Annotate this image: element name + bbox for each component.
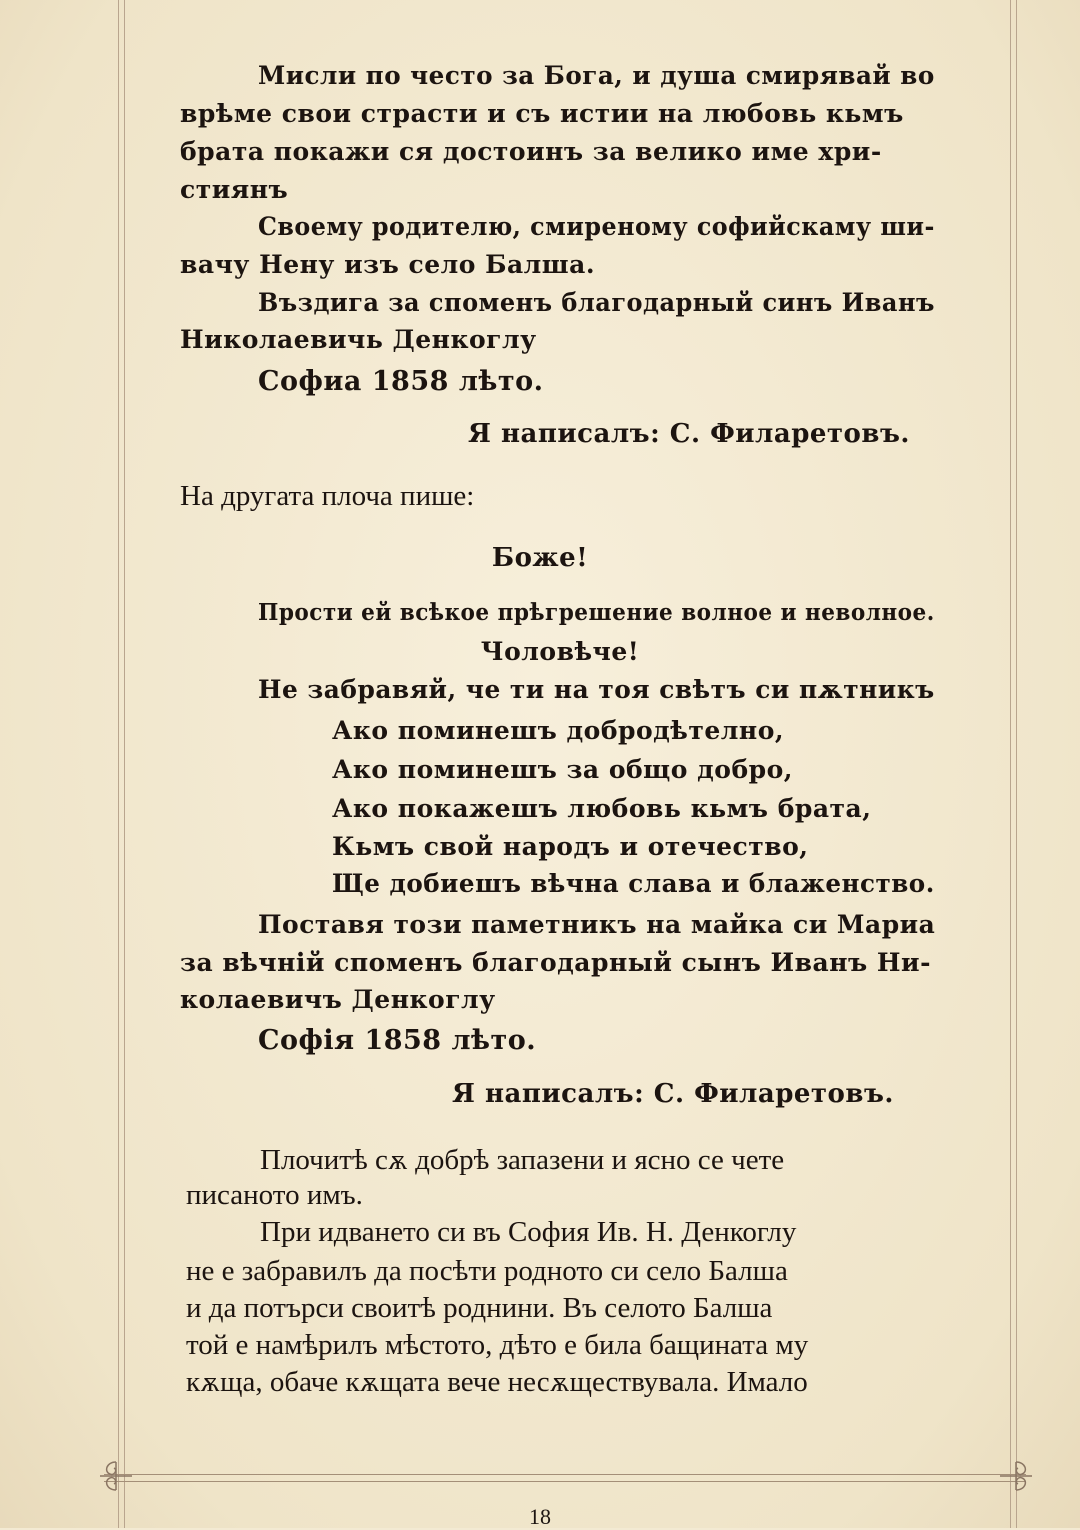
plate2-signature: Я написалъ: С. Филаретовъ. xyxy=(452,1079,894,1109)
plate2-verse-line: Ще добиешъ вѣчна слава и блаженство. xyxy=(332,869,935,898)
plate1-line: Въздига за споменъ благодарный синъ Иванъ xyxy=(258,288,935,317)
plate2-verse-line: Не забравяй, че ти на тоя свѣтъ си пѫтникъ xyxy=(258,675,935,704)
page-number: 18 xyxy=(529,1504,551,1529)
bottom-border-line xyxy=(104,1474,1026,1475)
plate1-line: брата покажи ся достоинъ за велико име хри- xyxy=(180,137,882,166)
plate2-dedication-line: за вѣчній споменъ благодарный сынъ Иванъ Ни- xyxy=(180,948,931,977)
corner-ornament-icon xyxy=(996,1456,1036,1496)
body-line: не е забравилъ да посѣти родното си село Балша xyxy=(186,1255,788,1287)
corner-ornament-icon xyxy=(96,1456,136,1496)
left-border-line xyxy=(118,0,119,1528)
body-line: При идването си въ София Ив. Н. Денкоглу xyxy=(260,1216,797,1248)
plate2-dedication-line: Поставя този паметникъ на майка си Мариа xyxy=(258,910,936,939)
plate1-line: врѣме свои страсти и съ истии на любовь кьмъ xyxy=(180,99,904,128)
plate1-line: Николаевичь Денкоглу xyxy=(180,325,537,354)
plate2-heading: Боже! xyxy=(491,543,589,573)
right-border-line-inner xyxy=(1010,0,1011,1528)
plate2-address: Чоловѣче! xyxy=(480,637,640,666)
plate1-line: стиянъ xyxy=(180,175,289,204)
body-line: писаното имъ. xyxy=(186,1179,363,1211)
plate2-prayer: Прости ей всѣкое прѣгрешение волное и неволное. xyxy=(258,599,935,626)
plate2-verse-line: Ако поминешъ за общо добро, xyxy=(332,755,793,784)
plate1-line: Своему родителю, смиреному софийскаму ши- xyxy=(258,212,935,241)
bottom-border-line-inner xyxy=(104,1481,1026,1482)
plate1-place-date: Софиа 1858 лѣто. xyxy=(258,366,544,397)
plate1-line: Мисли по често за Бога, и душа смирявай во xyxy=(258,61,935,90)
body-line: Плочитѣ сѫ добрѣ запазени и ясно се чете xyxy=(260,1144,785,1176)
plate1-line: вачу Нену изъ село Балша. xyxy=(180,250,596,279)
plate2-place-date: Софія 1858 лѣто. xyxy=(258,1025,537,1056)
plate2-dedication-line: колаевичъ Денкоглу xyxy=(180,985,496,1014)
plate2-verse-line: Кьмъ свой народъ и отечество, xyxy=(332,832,809,861)
body-line: кѫща, обаче кѫщата вече несѫществувала. Имало xyxy=(186,1366,808,1398)
plate2-verse-line: Ако поминешъ добродѣтелно, xyxy=(332,716,785,745)
body-line: той е намѣрилъ мѣстото, дѣто е била бащината му xyxy=(186,1329,809,1361)
right-border-line xyxy=(1016,0,1017,1528)
plate1-signature: Я написалъ: С. Филаретовъ. xyxy=(468,419,910,449)
body-line: и да потърси своитѣ роднини. Въ селото Балша xyxy=(186,1292,773,1324)
left-border-line-inner xyxy=(124,0,125,1528)
plate2-verse-line: Ако покажешъ любовь кьмъ брата, xyxy=(332,794,872,823)
intro-text: На другата плоча пише: xyxy=(180,480,475,512)
